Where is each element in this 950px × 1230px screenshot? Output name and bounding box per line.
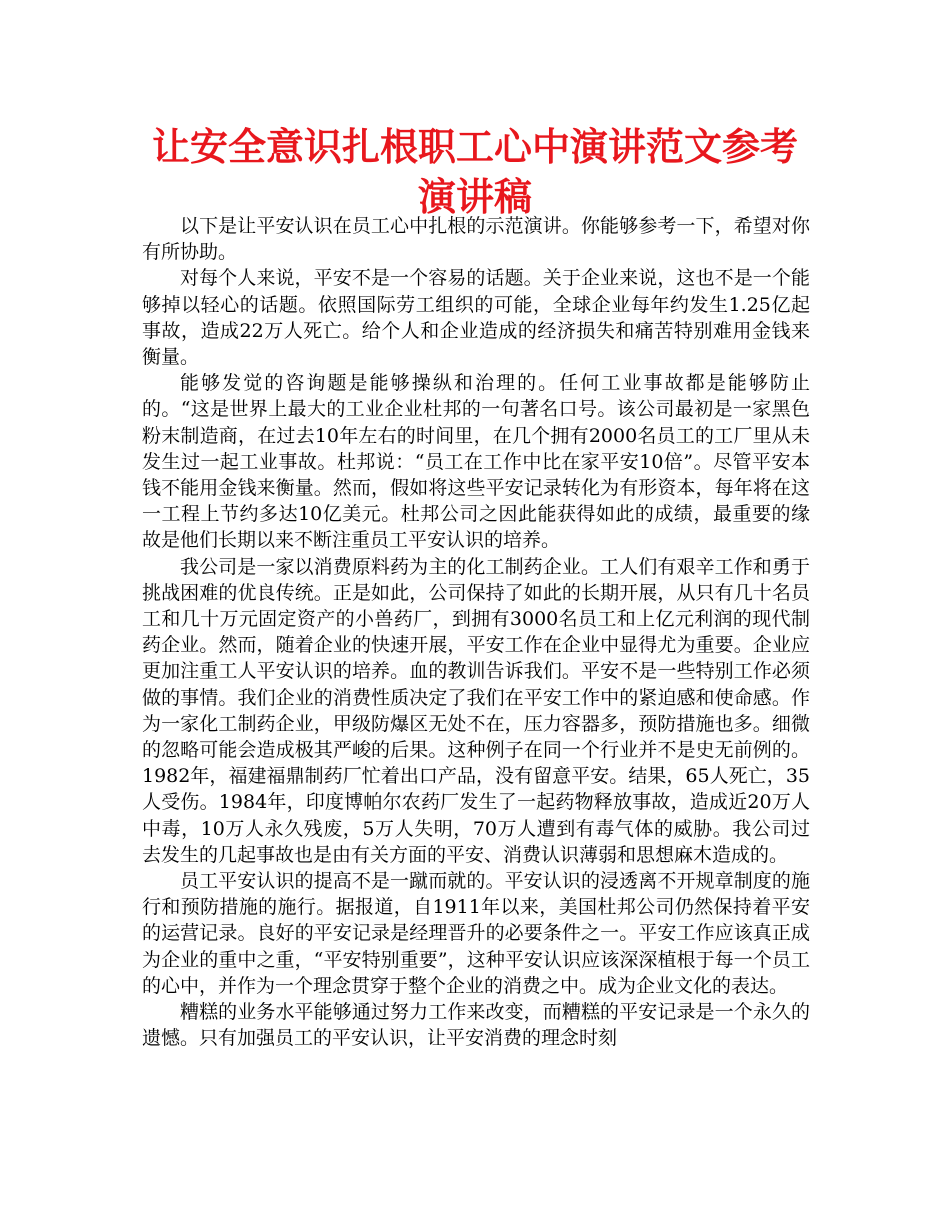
paragraph: 以下是让平安认识在员工心中扎根的示范演讲。你能够参考一下，希望对你有所协助。 [142, 215, 810, 264]
paragraph: 员工平安认识的提高不是一蹴而就的。平安认识的浸透离不开规章制度的施行和预防措施的施行。据报道，自1911年以来，美国杜邦公司仍然保持着平安的运营记录。良好的平安记录是经理晋升的必要条件之一。平安工作应该真正成为企业的重中之重，“平安特别重要”，这种平安认识应该深深植根于每一个员工的心中，并作为一个理念贯穿于整个企业的消费之中。成为企业文化的表达。 [142, 870, 810, 997]
paragraph: 我公司是一家以消费原料药为主的化工制药企业。工人们有艰辛工作和勇于挑战困难的优良传统。正是如此，公司保持了如此的长期开展，从只有几十名员工和几十万元固定资产的小兽药厂，到拥有3000名员工和上亿元利润的现代制药企业。然而，随着企业的快速开展，平安工作在企业中显得尤为重要。企业应更加注重工人平安认识的培养。血的教训告诉我们。平安不是一些特别工作必须做的事情。我们企业的消费性质决定了我们在平安工作中的紧迫感和使命感。作为一家化工制药企业，甲级防爆区无处不在，压力容器多，预防措施也多。细微的忽略可能会造成极其严峻的后果。这种例子在同一个行业并不是史无前例的。1982年，福建福鼎制药厂忙着出口产品，没有留意平安。结果，65人死亡，35人受伤。1984年，印度博帕尔农药厂发生了一起药物释放事故，造成近20万人中毒，10万人永久残废，5万人失明，70万人遭到有毒气体的威胁。我公司过去发生的几起事故也是由有关方面的平安、消费认识薄弱和思想麻木造成的。 [142, 555, 810, 866]
paragraph: 对每个人来说，平安不是一个容易的话题。关于企业来说，这也不是一个能够掉以轻心的话题。依照国际劳工组织的可能，全球企业每年约发生1.25亿起事故，造成22万人死亡。给个人和企业造成的经济损失和痛苦特别难用金钱来衡量。 [142, 267, 810, 369]
paragraph: 能够发觉的咨询题是能够操纵和治理的。任何工业事故都是能够防止的。“这是世界上最大的工业企业杜邦的一句著名口号。该公司最初是一家黑色粉末制造商，在过去10年左右的时间里，在几个拥有2000名员工的工厂里从未发生过一起工业事故。杜邦说：“员工在工作中比在家平安10倍”。尽管平安本钱不能用金钱来衡量。然而，假如将这些平安记录转化为有形资本，每年将在这一工程上节约多达10亿美元。杜邦公司之因此能获得如此的成绩，最重要的缘故是他们长期以来不断注重员工平安认识的培养。 [142, 372, 810, 552]
document-body [142, 213, 810, 1052]
paragraph: 糟糕的业务水平能够通过努力工作来改变，而糟糕的平安记录是一个永久的遗憾。只有加强员工的平安认识，让平安消费的理念时刻 [142, 1001, 810, 1050]
document-title: 让安全意识扎根职工心中演讲范文参考演讲稿 [151, 125, 798, 219]
